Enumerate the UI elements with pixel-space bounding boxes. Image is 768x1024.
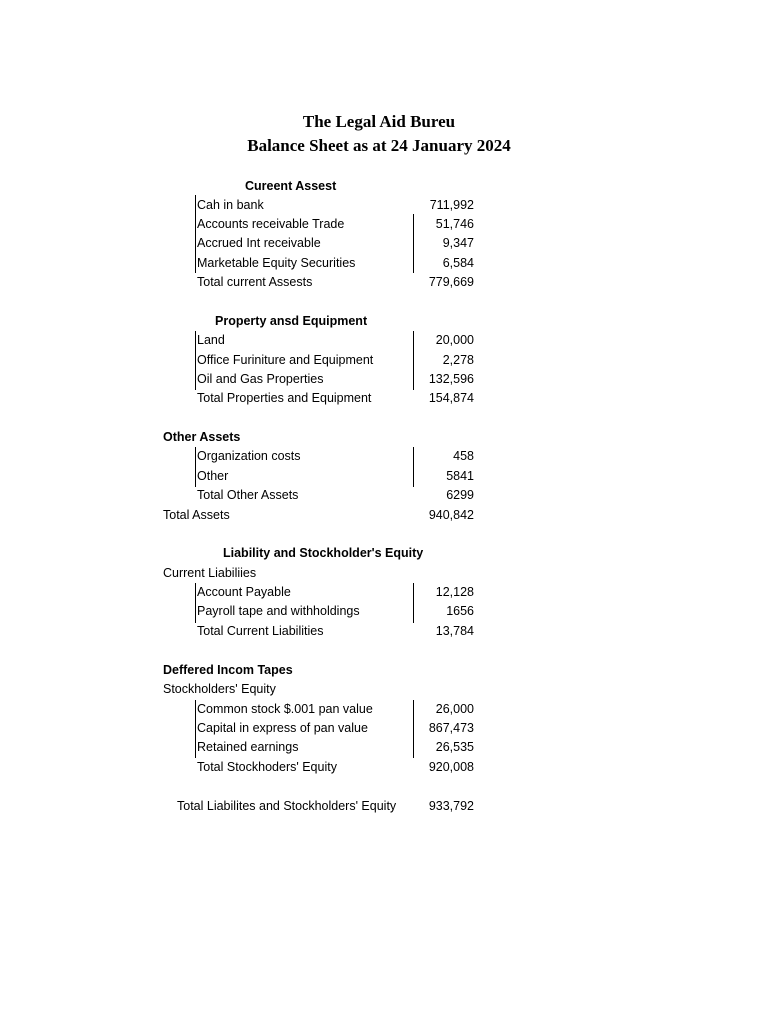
line-item-value: 12,128 <box>435 585 474 599</box>
current-assets-heading: Cureent Assest <box>245 179 337 193</box>
property-total-label: Total Properties and Equipment <box>197 391 372 405</box>
current-liabilities-subheading: Current Liabiliies <box>163 566 257 580</box>
line-item-value: 711,992 <box>429 198 474 212</box>
line-item-value: 132,596 <box>428 372 474 386</box>
line-item-label: Marketable Equity Securities <box>197 256 356 270</box>
property-total-value: 154,874 <box>428 391 474 405</box>
line-item-label: Retained earnings <box>197 740 299 754</box>
property-heading: Property ansd Equipment <box>215 314 368 328</box>
line-item-label: Oil and Gas Properties <box>197 372 324 386</box>
liabilities-heading: Liability and Stockholder's Equity <box>223 546 424 560</box>
line-item-value: 1656 <box>446 604 474 618</box>
line-item-label: Organization costs <box>197 449 301 463</box>
line-item-value: 2,278 <box>442 353 474 367</box>
current-assets-total-value: 779,669 <box>428 275 474 289</box>
line-item-value: 867,473 <box>428 721 474 735</box>
property-left-rule <box>195 331 196 390</box>
other-assets-left-rule <box>195 447 196 487</box>
line-item-value: 20,000 <box>435 333 474 347</box>
line-item-label: Office Furiniture and Equipment <box>197 353 374 367</box>
line-item-value: 458 <box>453 449 474 463</box>
line-item-value: 26,000 <box>435 702 474 716</box>
line-item-value: 9,347 <box>442 236 474 250</box>
line-item-value: 5841 <box>446 469 474 483</box>
line-item-label: Account Payable <box>197 585 291 599</box>
other-assets-total-label: Total Other Assets <box>197 488 299 502</box>
line-item-label: Other <box>197 469 229 483</box>
line-item-value: 6,584 <box>442 256 474 270</box>
line-item-value: 51,746 <box>435 217 474 231</box>
liabilities-total-value: 13,784 <box>435 624 474 638</box>
total-assets-label: Total Assets <box>163 508 230 522</box>
other-assets-heading: Other Assets <box>163 430 241 444</box>
line-item-label: Common stock $.001 pan value <box>197 702 373 716</box>
liabilities-total-label: Total Current Liabilities <box>197 624 324 638</box>
equity-total-value: 920,008 <box>428 760 474 774</box>
line-item-value: 26,535 <box>435 740 474 754</box>
document-subtitle: Balance Sheet as at 24 January 2024 <box>247 136 511 155</box>
line-item-label: Accounts receivable Trade <box>197 217 345 231</box>
total-assets-value: 940,842 <box>428 508 474 522</box>
equity-left-rule <box>195 700 196 758</box>
grand-total-label: Total Liabilites and Stockholders' Equity <box>177 799 397 813</box>
current-assets-total-label: Total current Assests <box>197 275 313 289</box>
current-assets-left-rule <box>195 195 196 273</box>
grand-total-value: 933,792 <box>428 799 474 813</box>
line-item-label: Payroll tape and withholdings <box>197 604 360 618</box>
equity-total-label: Total Stockhoders' Equity <box>197 760 337 774</box>
line-item-label: Cah in bank <box>197 198 264 212</box>
deferred-taxes-heading: Deffered Incom Tapes <box>163 663 293 677</box>
liabilities-left-rule <box>195 583 196 623</box>
line-item-label: Accrued Int receivable <box>197 236 321 250</box>
equity-heading: Stockholders' Equity <box>163 682 276 696</box>
line-item-label: Land <box>197 333 225 347</box>
other-assets-total-value: 6299 <box>446 488 474 502</box>
line-item-label: Capital in express of pan value <box>197 721 368 735</box>
document-title: The Legal Aid Bureu <box>302 112 456 131</box>
